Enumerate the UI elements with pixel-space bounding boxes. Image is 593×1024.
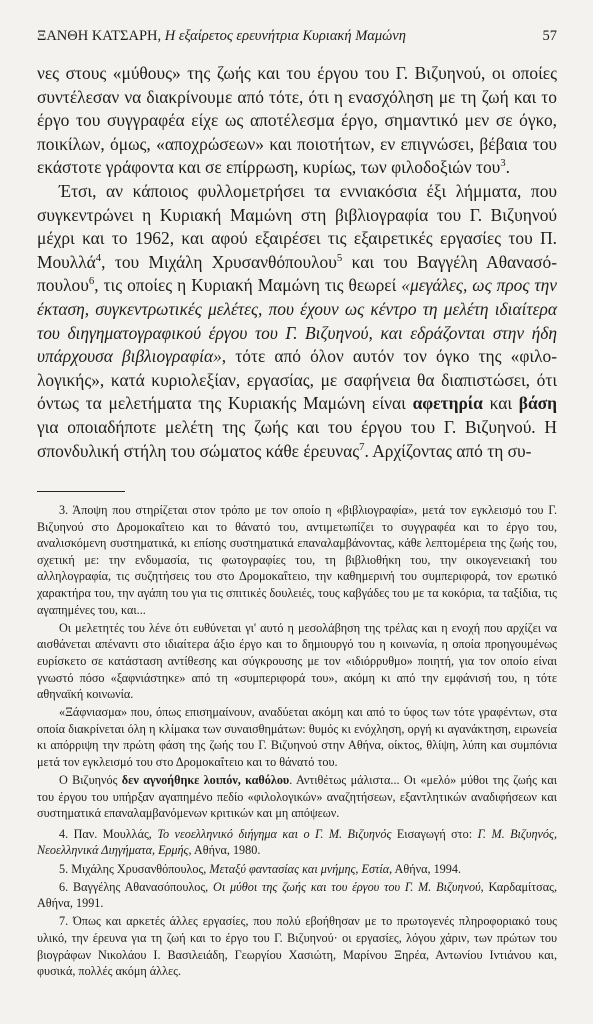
footnote-6	[37, 879, 557, 912]
footnote-7: 7. Όπως και αρκετές άλλες εργασίες, που πολύ εβοήθησαν με το πρωτογενές πληροφοριακό τους υλικό, την έρευνα για τη ζωή και το έργο του Γ. Βιζυηνού· οι εργασίες, λόγου χάριν, των πρώτων του βιογράφων Νικολάου Ι. Βασιλειάδη, Γεωργίου Χασιώτη, Μαρίνου Ξηρέα, Αντωνίου Ιντιάνου και, φυσικά, πολλές ακόμη άλλες.	[37, 914, 557, 979]
footnote-3: 3. Άποψη που στηρίζεται στον τρόπο με τον οποίο η «βιβλιογραφία», μετά τον εγκλεισμό του Γ. Βιζυηνού στο Δρομοκαΐτειο και το θάνατό του, αντιμετωπίζει το συγγραφέα και το έργο του, αναλισκόμενη συστηματικά, κι επίσης συστηματικά επαναλαμβάνοντας, κάθε λεπτομέρεια της ζωής του, σχετική με: την ενδυμασία, τις φωτογραφίες του, τη βιβλιοθήκη του, την οικογενειακή του αλληλογραφία, τις συζητήσεις του στο Δρομοκαΐτειο, την καθημερινή του συμπεριφορά, τον ερωτικό χαρακτήρα του, την αγάπη του για τις σπιτικές δουλειές, τους καβγάδες του με τα κοκόρια, τα ταξίδια, τις αγαπημένες του, και...	[37, 503, 557, 617]
paragraph-2-text-d: , τις οποίες η Κυριακή Μαμώνη τις θεωρεί	[94, 275, 402, 296]
footnote-3-para-4	[37, 772, 557, 822]
page-number: 57	[542, 28, 557, 44]
footnote-5	[37, 861, 557, 878]
footnote-separator	[37, 491, 125, 492]
footnotes	[37, 502, 557, 980]
footnote-6-b: , Καρδαμίτσας, Αθήνα, 1991.	[37, 879, 558, 911]
footnote-6-italic: Οι μύθοι της ζωής και του έργου του Γ. Μ. Βιζυηνού	[213, 879, 481, 894]
paragraph-2-text-f: και	[482, 393, 519, 414]
footnote-4-b: Εισαγωγή στο:	[391, 826, 478, 841]
footnote-3-para-4-a: Ο Βιζυηνός	[59, 773, 122, 788]
running-head	[37, 28, 557, 45]
paragraph-2-text-g: για οποιαδήποτε μελέτη της ζωής και του έργου του Γ. Βιζυηνού. Η σπονδυλική στήλη του σώματος κάθε έρευνας	[37, 416, 557, 461]
main-text	[37, 62, 557, 463]
paragraph-2-text-b: , του Μιχάλη Χρυσανθόπουλου	[101, 251, 337, 272]
paragraph-2-text-e: , τότε από όλον αυτόν τον όγκο της «φιλολογικής», κατά κυριολεξίαν, εργασίας, με σαφήνεια θα διαπιστώσει, ότι όντως τα μελετήματα της Κυριακής Μαμώνη είναι	[37, 346, 557, 414]
footnote-3-para-4-b: . Αντιθέτως μάλιστα... Οι «μελό» μύθοι της ζωής και του έργου του υπήρξαν αγαπημένο πεδίο «φιλολογικών» αναζητήσεων, εξαντλητικών αναδιφήσεων και συστηματικά επαναλαμβανόμενων κριτικών και μη απόψεων.	[37, 773, 557, 821]
paragraph-2	[37, 180, 557, 463]
footnote-5-a: 5. Μιχάλης Χρυσανθόπουλος,	[59, 861, 210, 876]
bold-term-vasi: βάση	[518, 393, 557, 414]
footnote-ref-3: 3	[500, 157, 506, 170]
footnote-3-bold: δεν αγνοήθηκε λοιπόν, καθόλου	[121, 773, 290, 788]
footnote-3-para-2: Οι μελετητές του λένε ότι ευθύνεται γι' αυτό η μεσολάβηση της τρέλας και η ενοχή που αρχίζει να αισθάνεται απέναντι στο ιδιαίτερα άξιο έργο και το δημιουργό του η κοινωνία, η οποία προηγουμένως ευρίσκετο σε κατάσταση αντίθεσης και σύγκρουσης με τον «ιδιόρρυθμο» ποιητή, για τον οποίο είναι γνωστό πόσο «ξαφνιάστηκε» από τη «συμπεριφορά του», ακόμη κι από την εμφάνισή του, η τότε αθηναϊκή κοινωνία.	[37, 620, 557, 702]
footnote-4-italic-2: Γ. Μ. Βιζυηνός, Νεοελληνικά Διηγήματα, Ερμής	[37, 826, 557, 858]
italic-quote: «μεγάλες, ως προς την έκταση, συγκεντρωτικές μελέτες, που έχουν ως κέντρο τη μελέτη ιδιαίτερα του διηγηματογραφικού έργου του Γ. Βιζυηνού, και εδράζονται στην ήδη υπάρχουσα βιβλιογραφία»	[37, 275, 557, 367]
footnote-4-italic: Το νεοελληνικό διήγημα και ο Γ. Μ. Βιζυηνός	[157, 826, 392, 841]
footnote-4-a: 4. Παν. Μουλλάς,	[59, 826, 158, 841]
footnote-ref-7: 7	[359, 440, 365, 453]
footnote-4	[37, 826, 557, 859]
paragraph-1-text: νες στους «μύθους» της ζωής και του έργου του Γ. Βιζυηνού, οι οποίες συντέλεσαν να διακρίνουμε από τότε, ότι η ενασχόληση με τη ζωή και το έργο του συγγραφέα είχε ως αποτέλεσμα έργο, σημαντικό μεν σε όγκο, ποικίλων, όμως, «αποχρώσεων» και ποιοτήτων, εν επιγνώσει, βέβαια του εκάστοτε γράφοντα και σε επίρρωση, κυρίως, των φιλοδοξιών του	[37, 63, 557, 178]
paragraph-2-text-a: Έτσι, αν κάποιος φυλλομετρήσει τα εννιακόσια έξι λήμματα, που συγκεντρώνει η Κυριακή Μαμώνη στη βιβλιογραφία του Γ. Βιζυηνού μέχρι και το 1962, και αφού εξαιρέσει τις εξαιρετικές εργασίες του Π. Μουλλά	[37, 180, 557, 272]
header-author: ΞΑΝΘΗ ΚΑΤΣΑΡΗ,	[37, 28, 162, 44]
bold-term-aphetiria: αφετηρία	[412, 393, 483, 414]
footnote-4-c: , Αθήνα, 1980.	[188, 843, 261, 858]
footnote-6-a: 6. Βαγγέλης Αθανασόπουλος,	[59, 879, 214, 894]
header-title: Η εξαίρετος ερευνήτρια Κυριακή Μαμώνη	[164, 28, 406, 44]
footnote-ref-5: 5	[336, 251, 343, 264]
footnote-ref-6: 6	[88, 275, 95, 288]
footnote-5-b: , Αθήνα, 1994.	[389, 861, 461, 876]
footnote-5-italic: Μεταξύ φαντασίας και μνήμης, Εστία	[209, 861, 390, 876]
paragraph-1	[37, 62, 557, 180]
running-head-text	[37, 28, 406, 45]
footnote-ref-4: 4	[95, 251, 102, 264]
paragraph-1-end: .	[505, 157, 511, 178]
paragraph-2-text-c: και του Βαγγέλη Αθανασόπουλου	[37, 251, 557, 296]
paragraph-2-text-h: . Αρχίζοντας από τη συ-	[364, 440, 532, 461]
footnote-3-para-3: «Ξάφνιασμα» που, όπως επισημαίνουν, αναδύεται ακόμη και από το ύφος των τότε γραφέντων, στα οποία διακρίνεται όλη η κλίμακα των συναισθημάτων: θυμός κι ενόχληση, οργή κι αγανάκτηση, ειρωνεία κι απόρριψη την πρώτη φάση της ζωής του Γ. Βιζυηνού στην Αθήνα, οίκτος, θλίψη, λύπη και συμπόνια μετά τον εγκλεισμό του στο Δρομοκαΐτειο και το θάνατό του.	[37, 705, 557, 769]
